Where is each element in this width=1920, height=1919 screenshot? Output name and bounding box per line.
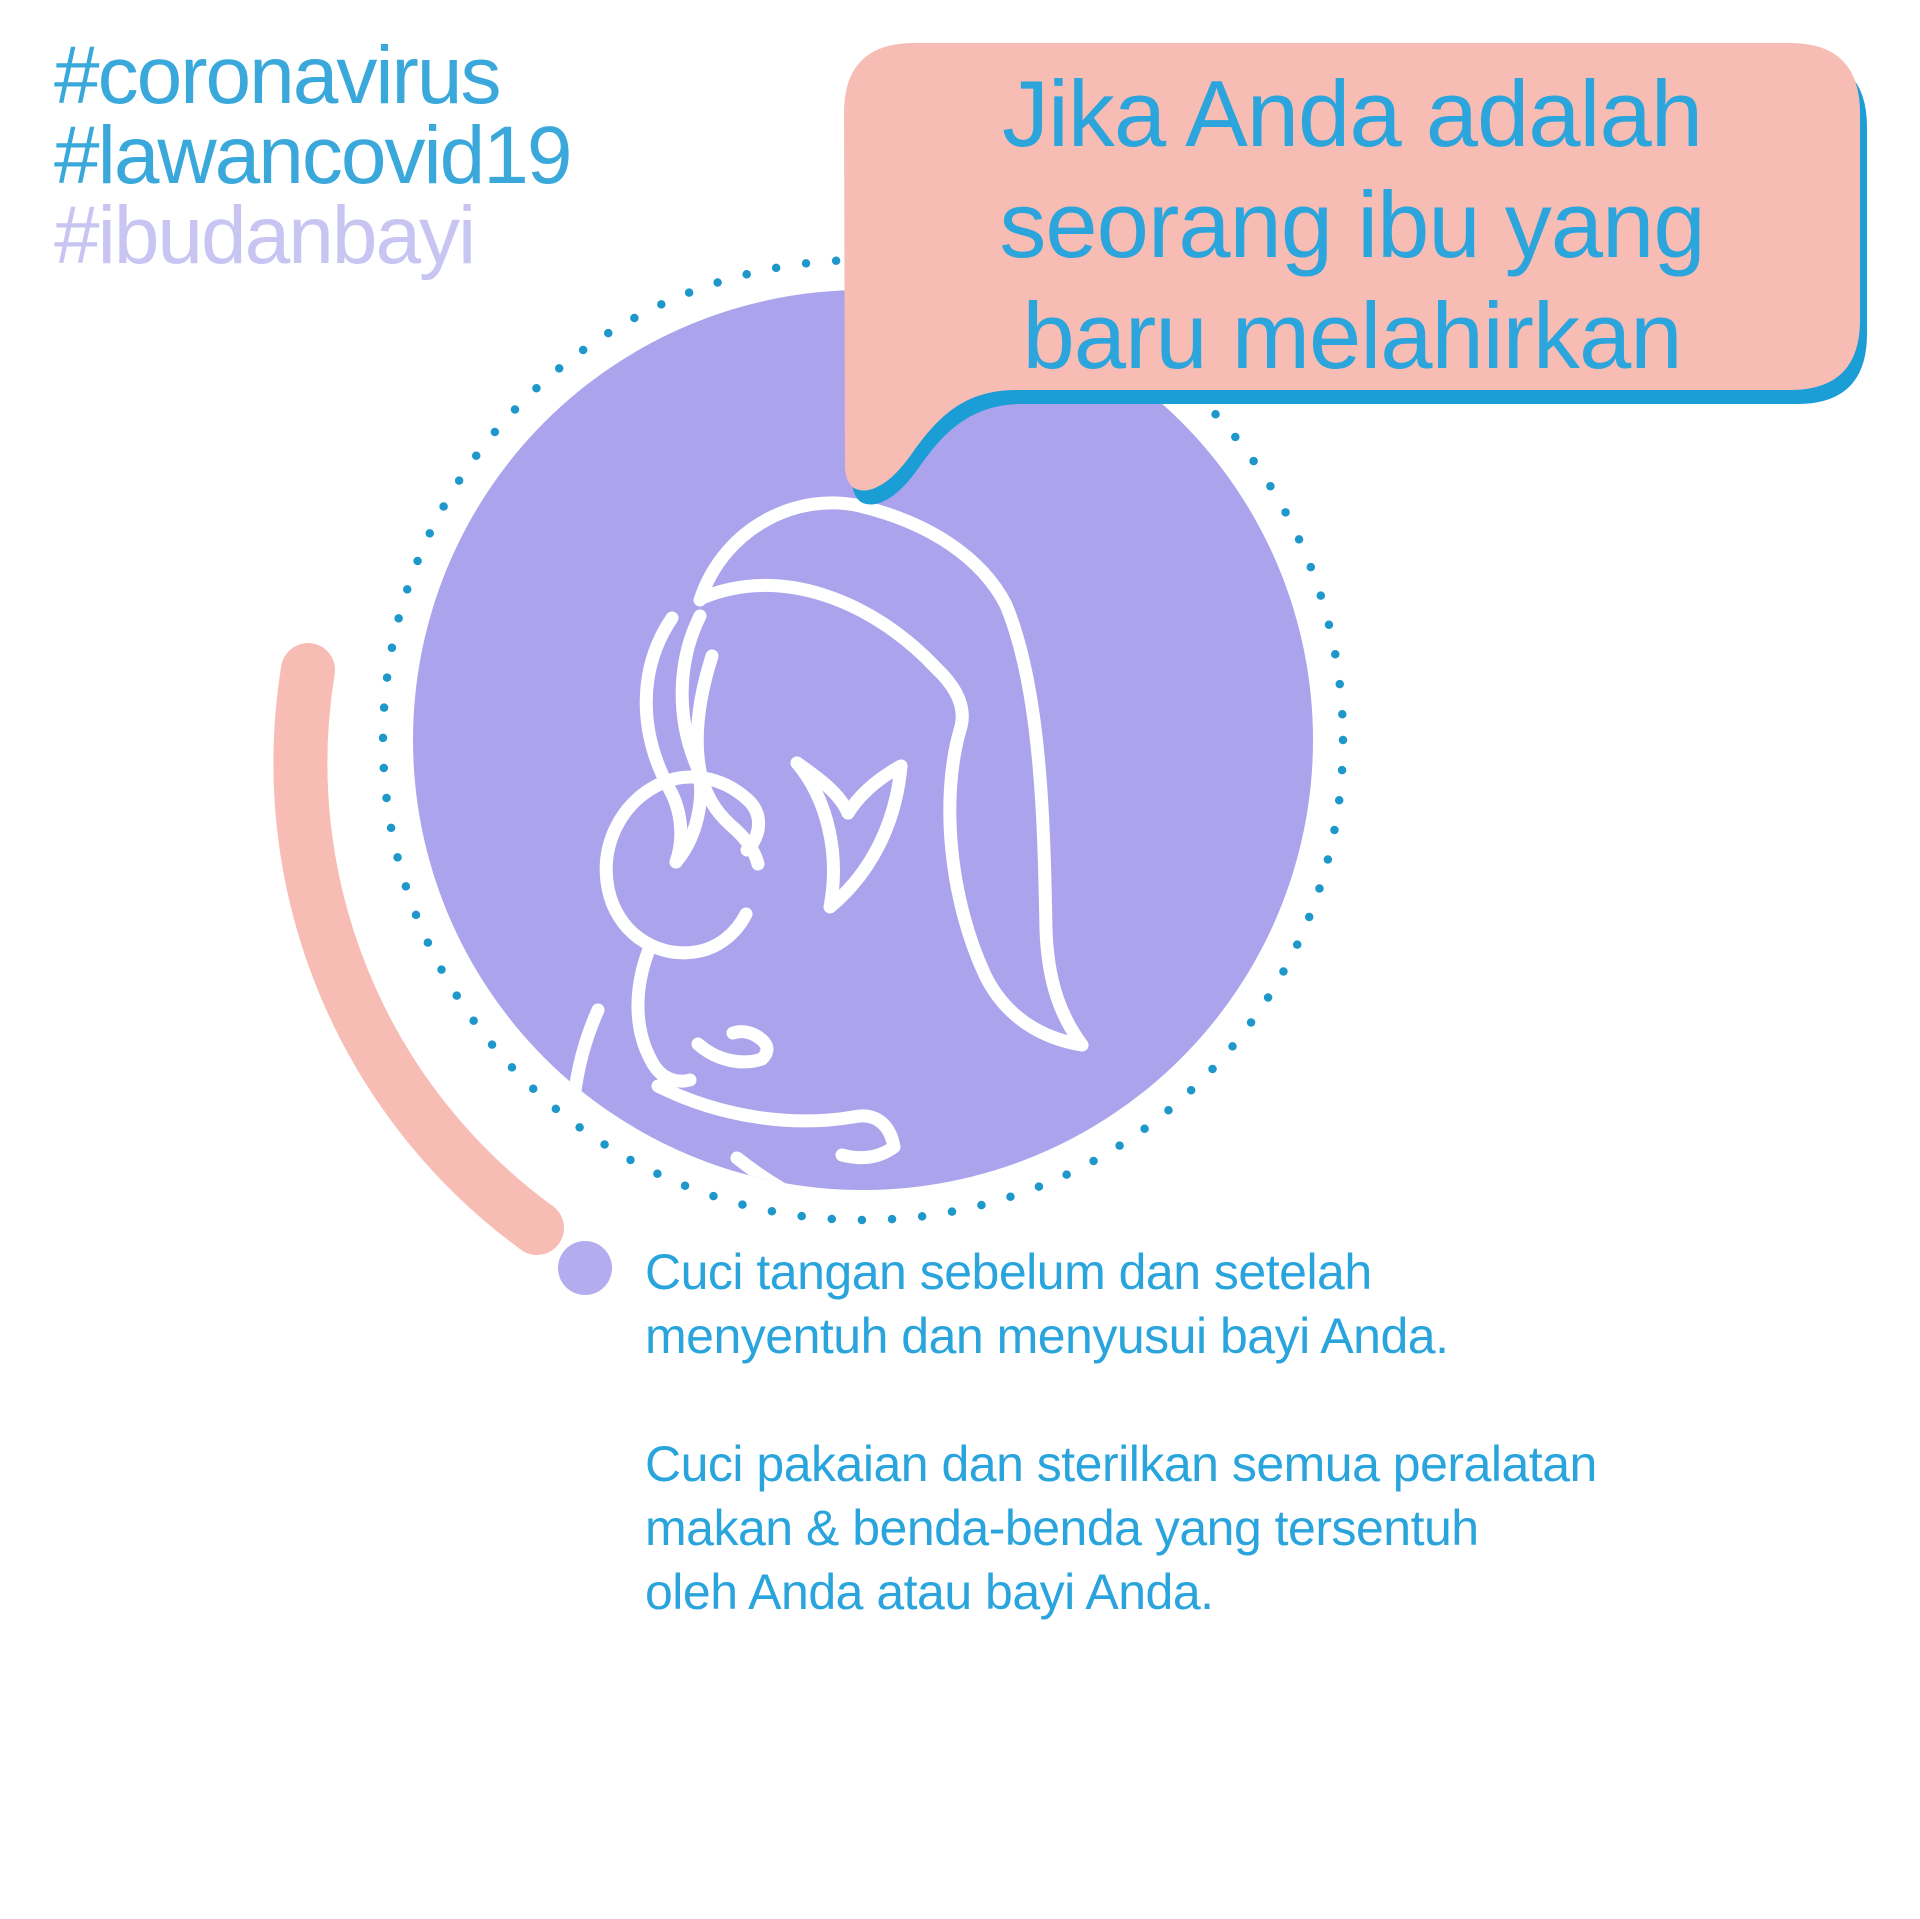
speech-bubble-text bbox=[844, 58, 1860, 391]
hashtag-coronavirus: #coronavirus bbox=[54, 30, 500, 121]
tip-2-line-2: makan & benda-benda yang tersentuh bbox=[645, 1500, 1479, 1556]
hashtag-list bbox=[54, 30, 571, 281]
tip-2-line-1: Cuci pakaian dan sterilkan semua peralatan bbox=[645, 1436, 1597, 1492]
speech-bubble-line-3: baru melahirkan bbox=[1022, 283, 1682, 388]
speech-bubble-line-1: Jika Anda adalah bbox=[1001, 61, 1702, 166]
tip-paragraph-1 bbox=[645, 1240, 1597, 1368]
speech-bubble-line-2: seorang ibu yang bbox=[999, 172, 1705, 277]
tip-paragraph-2 bbox=[645, 1432, 1597, 1624]
hashtag-ibudanbayi: #ibudanbayi bbox=[54, 190, 475, 281]
tip-bullet-dot bbox=[558, 1241, 612, 1295]
tip-1-line-1: Cuci tangan sebelum dan setelah bbox=[645, 1244, 1372, 1300]
hashtag-lawancovid19: #lawancovid19 bbox=[54, 110, 571, 201]
tip-1-line-2: menyentuh dan menyusui bayi Anda. bbox=[645, 1308, 1449, 1364]
tip-2-line-3: oleh Anda atau bayi Anda. bbox=[645, 1564, 1214, 1620]
tips-text bbox=[645, 1240, 1597, 1624]
